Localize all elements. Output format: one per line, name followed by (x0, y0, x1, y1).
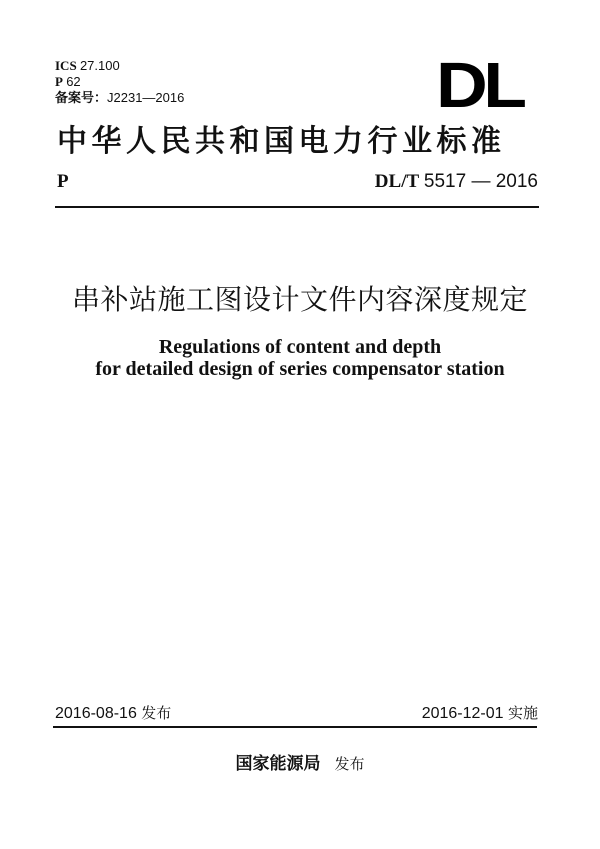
standard-number (375, 170, 538, 194)
effective-date-value: 2016-12-01 (421, 705, 504, 722)
effective-date-label: 实施 (507, 704, 538, 722)
top-divider (55, 206, 539, 208)
english-title-line-1: Regulations of content and depth (158, 336, 442, 358)
issue-date-label: 发布 (141, 704, 172, 722)
publisher-organization: 国家能源局 (235, 754, 321, 774)
classification-block (55, 58, 184, 106)
publisher (0, 752, 600, 776)
english-title (0, 336, 600, 380)
dl-logo: DL (436, 49, 523, 121)
filing-value: J2231—2016 (107, 90, 185, 105)
category-letter: P (57, 171, 69, 192)
chinese-title: 串补站施工图设计文件内容深度规定 (71, 283, 528, 316)
publisher-action: 发布 (334, 755, 365, 773)
ics-value: 27.100 (79, 58, 120, 73)
bottom-divider (53, 726, 537, 728)
category-value: 62 (66, 74, 81, 89)
standard-number-value: 5517 — 2016 (423, 171, 538, 192)
national-standard-title: 中华人民共和国电力行业标准 (57, 124, 506, 159)
standard-code: DL/T (374, 171, 420, 192)
ics-code (55, 58, 184, 74)
category-label: P (55, 74, 63, 89)
ics-label: ICS (55, 58, 77, 73)
effective-date (422, 702, 538, 725)
category-code (55, 74, 184, 90)
filing-number (55, 90, 184, 106)
issue-date-value: 2016-08-16 (55, 705, 137, 722)
english-title-line-2: for detailed design of series compensator station (95, 358, 505, 380)
filing-label: 备案号： (55, 90, 108, 105)
issue-date (55, 702, 171, 725)
